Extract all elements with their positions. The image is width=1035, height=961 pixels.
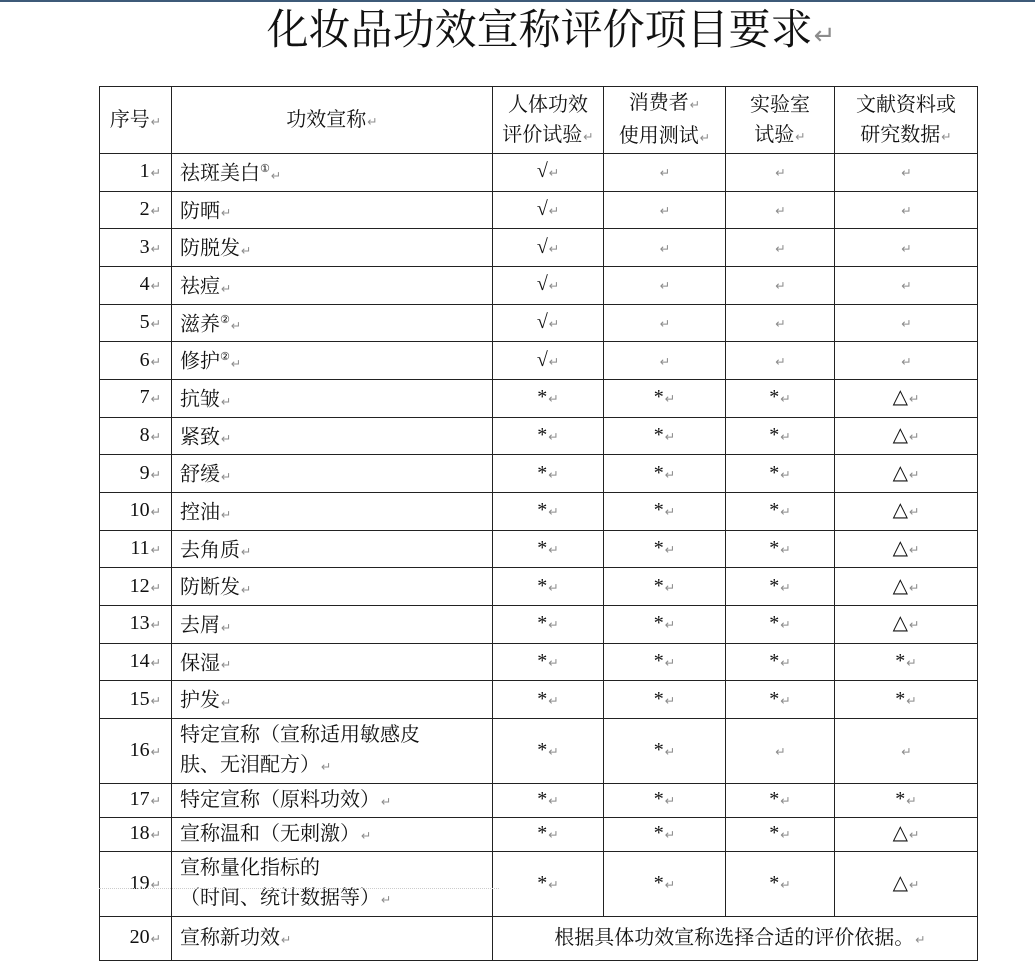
row-number: 19↵ (100, 851, 172, 916)
table-row (100, 817, 978, 851)
row-claim: 紧致↵ (172, 417, 493, 455)
cell-literature: △↵ (835, 455, 978, 493)
cell-lab-test: *↵ (726, 568, 835, 606)
cell-literature: *↵ (835, 643, 978, 681)
table-row (100, 681, 978, 719)
cell-literature: *↵ (835, 681, 978, 719)
row-claim: 保湿↵ (172, 643, 493, 681)
row-number: 16↵ (100, 718, 172, 783)
cell-literature: △↵ (835, 417, 978, 455)
table-row (100, 916, 978, 960)
cell-literature: △↵ (835, 379, 978, 417)
cell-human-test: *↵ (493, 817, 604, 851)
cell-human-test: *↵ (493, 851, 604, 916)
row-number: 7↵ (100, 379, 172, 417)
cell-consumer-test: *↵ (604, 568, 726, 606)
table-row (100, 783, 978, 817)
header-claim: 功效宣称↵ (172, 87, 493, 154)
cell-literature: ↵ (835, 154, 978, 192)
row-number: 14↵ (100, 643, 172, 681)
row-claim: 宣称新功效↵ (172, 916, 493, 960)
cell-lab-test: *↵ (726, 379, 835, 417)
window-top-border (0, 0, 1035, 2)
cell-lab-test: ↵ (726, 342, 835, 380)
cell-lab-test: *↵ (726, 455, 835, 493)
table-row (100, 379, 978, 417)
row-claim: 特定宣称（宣称适用敏感皮 肤、无泪配方）↵ (172, 718, 493, 783)
row-claim: 祛斑美白①↵ (172, 154, 493, 192)
cell-lab-test: *↵ (726, 851, 835, 916)
cell-human-test: *↵ (493, 455, 604, 493)
cell-lab-test: *↵ (726, 681, 835, 719)
table-row (100, 229, 978, 267)
cell-lab-test: *↵ (726, 492, 835, 530)
cell-literature: △↵ (835, 530, 978, 568)
cell-human-test: *↵ (493, 530, 604, 568)
cell-consumer-test: ↵ (604, 191, 726, 229)
cell-consumer-test: *↵ (604, 379, 726, 417)
row-claim: 护发↵ (172, 681, 493, 719)
cell-human-test: √↵ (493, 266, 604, 304)
table-row (100, 851, 978, 916)
cell-literature: △↵ (835, 492, 978, 530)
row-number: 15↵ (100, 681, 172, 719)
cell-lab-test: *↵ (726, 817, 835, 851)
cell-consumer-test: *↵ (604, 681, 726, 719)
cell-literature: ↵ (835, 342, 978, 380)
table-row (100, 191, 978, 229)
row-claim: 抗皱↵ (172, 379, 493, 417)
header-human-test: 人体功效 评价试验↵ (493, 87, 604, 154)
cell-lab-test: ↵ (726, 304, 835, 342)
cell-lab-test: ↵ (726, 154, 835, 192)
cell-literature: ↵ (835, 304, 978, 342)
cell-consumer-test: *↵ (604, 817, 726, 851)
cell-literature: ↵ (835, 718, 978, 783)
row-claim: 防断发↵ (172, 568, 493, 606)
header-number: 序号↵ (100, 87, 172, 154)
header-consumer-test: 消费者↵ 使用测试↵ (604, 87, 726, 154)
table-header-row (100, 87, 978, 154)
cell-lab-test: *↵ (726, 643, 835, 681)
table-row (100, 605, 978, 643)
row-claim: 修护②↵ (172, 342, 493, 380)
row-number: 11↵ (100, 530, 172, 568)
header-literature: 文献资料或 研究数据↵ (835, 87, 978, 154)
row-number: 8↵ (100, 417, 172, 455)
cell-human-test: *↵ (493, 492, 604, 530)
cell-human-test: *↵ (493, 417, 604, 455)
table-row (100, 455, 978, 493)
row-number: 12↵ (100, 568, 172, 606)
cell-literature: △↵ (835, 817, 978, 851)
header-lab-test: 实验室 试验↵ (726, 87, 835, 154)
cell-lab-test: *↵ (726, 783, 835, 817)
footnote-marker: ② (220, 350, 230, 364)
cell-literature: ↵ (835, 266, 978, 304)
cell-consumer-test: *↵ (604, 605, 726, 643)
table-row (100, 304, 978, 342)
footnote-marker: ② (220, 312, 230, 326)
row-number: 9↵ (100, 455, 172, 493)
cell-human-test: *↵ (493, 681, 604, 719)
row-number: 18↵ (100, 817, 172, 851)
row-claim: 祛痘↵ (172, 266, 493, 304)
cell-human-test: *↵ (493, 783, 604, 817)
cell-human-test: *↵ (493, 568, 604, 606)
cell-consumer-test: *↵ (604, 783, 726, 817)
footnote-marker: ① (260, 162, 270, 175)
cell-literature: *↵ (835, 783, 978, 817)
cell-consumer-test: ↵ (604, 229, 726, 267)
cell-literature: ↵ (835, 229, 978, 267)
cell-consumer-test: *↵ (604, 718, 726, 783)
cell-lab-test: ↵ (726, 229, 835, 267)
cut-off-footnote (99, 888, 499, 894)
table-row (100, 154, 978, 192)
cell-lab-test: *↵ (726, 417, 835, 455)
table-row (100, 718, 978, 783)
table-row (100, 530, 978, 568)
row-claim: 特定宣称（原料功效）↵ (172, 783, 493, 817)
row-number: 1↵ (100, 154, 172, 192)
row-number: 20↵ (100, 916, 172, 960)
cell-lab-test: *↵ (726, 605, 835, 643)
row-number: 5↵ (100, 304, 172, 342)
cell-literature: △↵ (835, 851, 978, 916)
cell-lab-test: ↵ (726, 718, 835, 783)
row-claim: 防晒↵ (172, 191, 493, 229)
row-claim: 防脱发↵ (172, 229, 493, 267)
table-row (100, 492, 978, 530)
row-claim: 舒缓↵ (172, 455, 493, 493)
row-number: 3↵ (100, 229, 172, 267)
cell-consumer-test: ↵ (604, 154, 726, 192)
row-claim: 宣称量化指标的 （时间、统计数据等）↵ (172, 851, 493, 916)
cell-consumer-test: *↵ (604, 417, 726, 455)
cell-lab-test: ↵ (726, 266, 835, 304)
cell-consumer-test: *↵ (604, 643, 726, 681)
row-number: 13↵ (100, 605, 172, 643)
cell-consumer-test: *↵ (604, 492, 726, 530)
cell-human-test: *↵ (493, 718, 604, 783)
document-title: 化妆品功效宣称评价项目要求↵ (266, 5, 836, 54)
cell-literature: ↵ (835, 191, 978, 229)
table-row (100, 643, 978, 681)
cell-human-test: √↵ (493, 342, 604, 380)
cell-consumer-test: *↵ (604, 455, 726, 493)
row-claim: 宣称温和（无刺激）↵ (172, 817, 493, 851)
row-number: 17↵ (100, 783, 172, 817)
row-number: 6↵ (100, 342, 172, 380)
cell-consumer-test: *↵ (604, 530, 726, 568)
table-row (100, 342, 978, 380)
cell-consumer-test: ↵ (604, 342, 726, 380)
cell-human-test: √↵ (493, 304, 604, 342)
cell-human-test: *↵ (493, 643, 604, 681)
cell-consumer-test: *↵ (604, 851, 726, 916)
cell-lab-test: *↵ (726, 530, 835, 568)
table-row (100, 266, 978, 304)
cell-consumer-test: ↵ (604, 304, 726, 342)
merged-evaluation-basis-cell: 根据具体功效宣称选择合适的评价依据。↵ (493, 916, 978, 960)
cell-human-test: *↵ (493, 605, 604, 643)
cell-literature: △↵ (835, 568, 978, 606)
row-claim: 控油↵ (172, 492, 493, 530)
row-number: 4↵ (100, 266, 172, 304)
table-row (100, 568, 978, 606)
cell-human-test: √↵ (493, 191, 604, 229)
row-claim: 去屑↵ (172, 605, 493, 643)
efficacy-claims-table (99, 86, 978, 961)
cell-human-test: √↵ (493, 154, 604, 192)
row-claim: 去角质↵ (172, 530, 493, 568)
cell-human-test: √↵ (493, 229, 604, 267)
cell-consumer-test: ↵ (604, 266, 726, 304)
cell-human-test: *↵ (493, 379, 604, 417)
row-claim: 滋养②↵ (172, 304, 493, 342)
cell-literature: △↵ (835, 605, 978, 643)
row-number: 2↵ (100, 191, 172, 229)
row-number: 10↵ (100, 492, 172, 530)
cell-lab-test: ↵ (726, 191, 835, 229)
table-row (100, 417, 978, 455)
